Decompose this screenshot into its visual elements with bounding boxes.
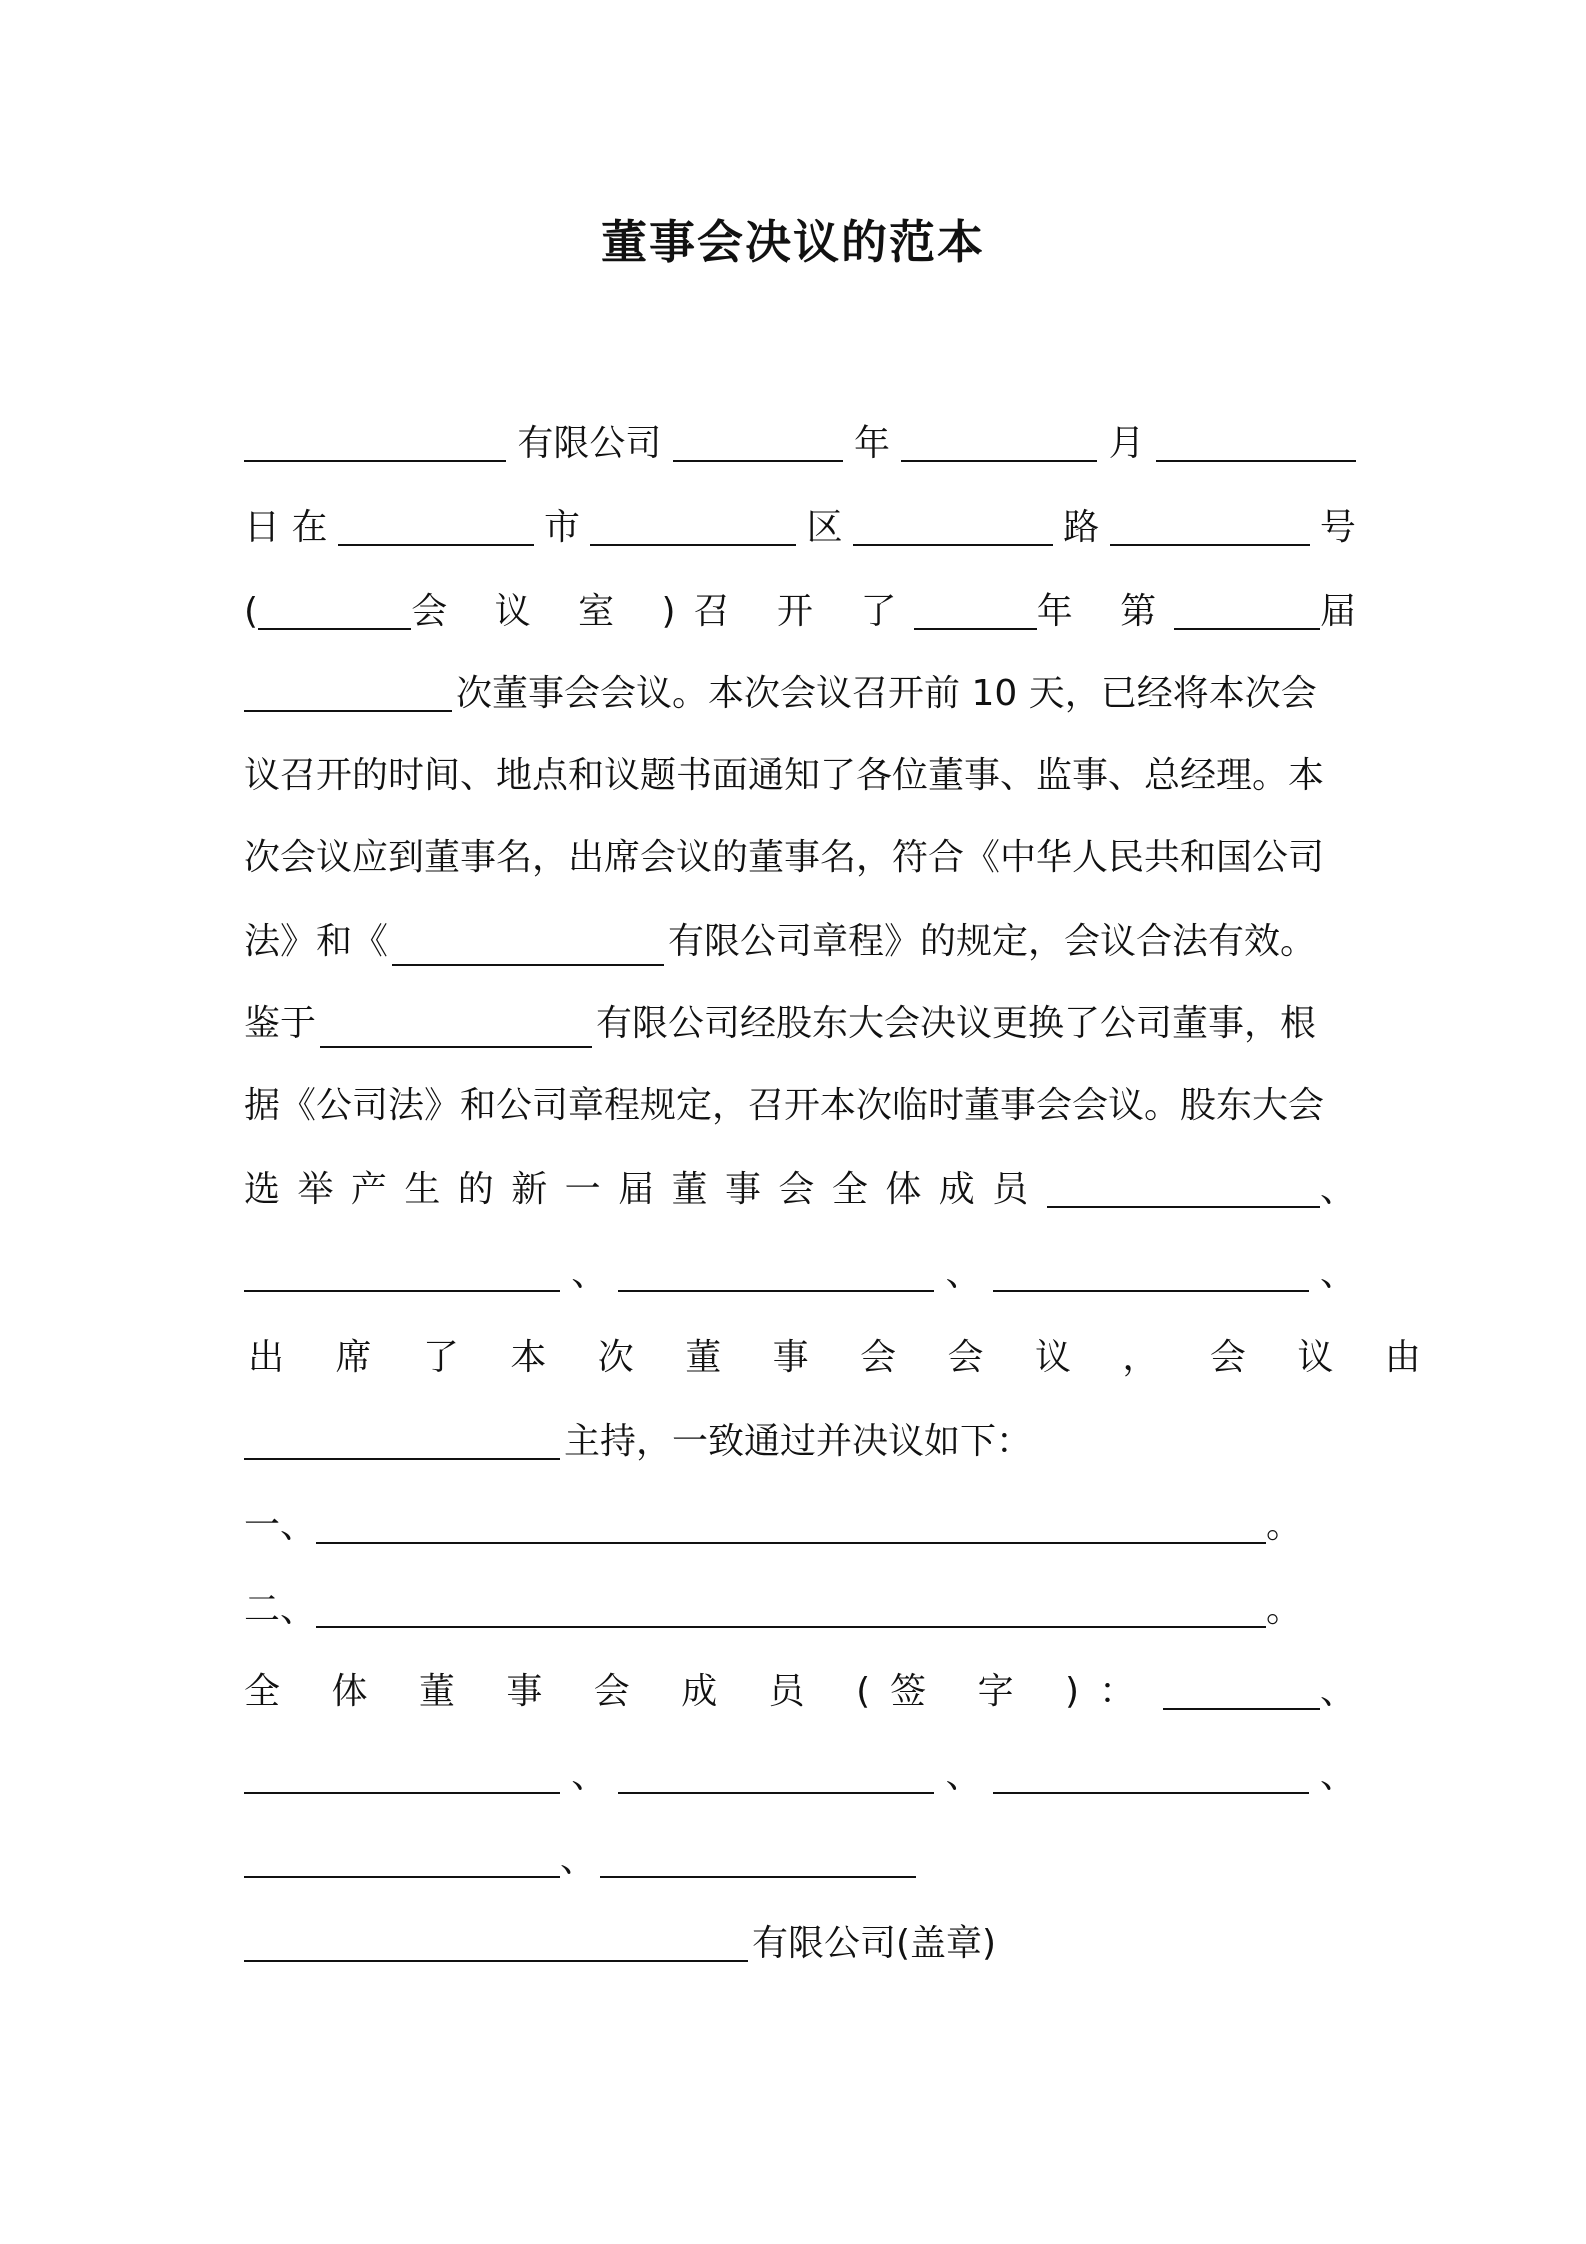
text-sep: 、	[945, 1755, 982, 1796]
text-sep: 、	[571, 1253, 608, 1294]
line-2	[244, 492, 1356, 552]
blank-sign-4[interactable]	[993, 1752, 1309, 1794]
text-meeting-room: 会 议 室 )召 开 了	[411, 591, 915, 632]
text-month: 月	[1108, 423, 1145, 464]
text-line-8: 有限公司经股东大会决议更换了公司董事，根	[596, 1003, 1317, 1044]
text-district: 区	[806, 507, 843, 548]
text-paren: (	[244, 591, 259, 632]
text-line-4: 次董事会会议。本次会议召开前 10 天，已经将本次会	[456, 673, 1317, 714]
text-sep: 、	[1319, 1253, 1356, 1294]
blank-city[interactable]	[338, 504, 534, 546]
blank-sign-6[interactable]	[600, 1836, 916, 1878]
text-charter: 有限公司章程》的规定，会议合法有效。	[668, 921, 1317, 962]
line-3	[244, 576, 1356, 636]
text-number: 号	[1319, 507, 1356, 548]
text-item-2: 二、	[244, 1589, 317, 1630]
text-period: 。	[1266, 1589, 1303, 1630]
text-year-no: 年 第	[1036, 591, 1175, 632]
blank-sign-1[interactable]	[1163, 1668, 1320, 1710]
document-title: 董事会决议的范本	[601, 215, 985, 269]
blank-member-1[interactable]	[1047, 1166, 1320, 1208]
blank-sign-3[interactable]	[618, 1752, 934, 1794]
blank-sign-2[interactable]	[244, 1752, 560, 1794]
text-law-and: 法》和《	[244, 921, 389, 962]
text-sep: 、	[571, 1755, 608, 1796]
blank-road[interactable]	[853, 504, 1053, 546]
line-18	[244, 1824, 1356, 1884]
blank-member-3[interactable]	[618, 1250, 934, 1292]
text-sign: 全 体 董 事 会 成 员 (签 字 )：	[244, 1671, 1156, 1712]
line-13	[244, 1406, 1356, 1466]
blank-session-year[interactable]	[914, 588, 1036, 630]
text-city: 市	[544, 507, 581, 548]
blank-member-4[interactable]	[993, 1250, 1309, 1292]
text-resolved: 主持，一致通过并决议如下：	[564, 1421, 1033, 1462]
text-sep: 、	[1319, 1755, 1356, 1796]
text-line-9: 据《公司法》和公司章程规定，召开本次临时董事会会议。股东大会	[244, 1085, 1325, 1126]
text-sep: 、	[1319, 1671, 1356, 1712]
blank-sign-5[interactable]	[244, 1836, 560, 1878]
text-new-board: 选 举 产 生 的 新 一 届 董 事 会 全 体 成 员	[244, 1169, 1032, 1210]
line-6	[244, 822, 1356, 882]
blank-month[interactable]	[901, 420, 1097, 462]
line-5	[244, 740, 1356, 800]
text-company: 有限公司	[517, 423, 662, 464]
text-line-6: 次会议应到董事名，出席会议的董事名，符合《中华人民共和国公司	[244, 837, 1325, 878]
blank-member-2[interactable]	[244, 1250, 560, 1292]
text-in-view-of: 鉴于	[244, 1003, 317, 1044]
line-19	[244, 1908, 1356, 1968]
blank-company-replaced[interactable]	[320, 1006, 592, 1048]
line-10	[244, 1154, 1356, 1214]
line-17	[244, 1740, 1356, 1800]
blank-chair[interactable]	[244, 1418, 560, 1460]
blank-year[interactable]	[673, 420, 843, 462]
text-seal: 有限公司(盖章)	[752, 1923, 997, 1964]
line-8	[244, 988, 1356, 1048]
blank-company-name[interactable]	[244, 420, 506, 462]
text-day-at: 日 在	[244, 507, 328, 548]
blank-session-number[interactable]	[244, 670, 452, 712]
text-term: 届	[1319, 591, 1356, 632]
line-11	[244, 1238, 1356, 1298]
line-4	[244, 658, 1356, 718]
line-9	[244, 1070, 1356, 1130]
text-attended: 出 席 了 本 次 董 事 会 会 议 ， 会 议 由	[248, 1337, 1441, 1378]
line-7	[244, 906, 1356, 966]
line-16	[244, 1656, 1356, 1716]
blank-number[interactable]	[1110, 504, 1310, 546]
blank-room[interactable]	[258, 588, 411, 630]
line-15	[244, 1574, 1356, 1634]
blank-term[interactable]	[1174, 588, 1320, 630]
text-year: 年	[853, 423, 890, 464]
blank-district[interactable]	[590, 504, 796, 546]
text-item-1: 一、	[244, 1505, 317, 1546]
blank-day[interactable]	[1156, 420, 1356, 462]
line-1	[244, 408, 1356, 468]
text-sep: 、	[1319, 1169, 1356, 1210]
blank-seal-company[interactable]	[244, 1920, 748, 1962]
line-14	[244, 1490, 1356, 1550]
text-sep: 、	[945, 1253, 982, 1294]
text-road: 路	[1063, 507, 1100, 548]
blank-resolution-2[interactable]	[316, 1586, 1266, 1628]
text-period: 。	[1266, 1505, 1303, 1546]
text-line-5: 议召开的时间、地点和议题书面通知了各位董事、监事、总经理。本	[244, 755, 1325, 796]
line-12	[244, 1322, 1441, 1382]
text-sep: 、	[560, 1839, 597, 1880]
blank-resolution-1[interactable]	[316, 1502, 1266, 1544]
blank-charter-company[interactable]	[392, 924, 664, 966]
